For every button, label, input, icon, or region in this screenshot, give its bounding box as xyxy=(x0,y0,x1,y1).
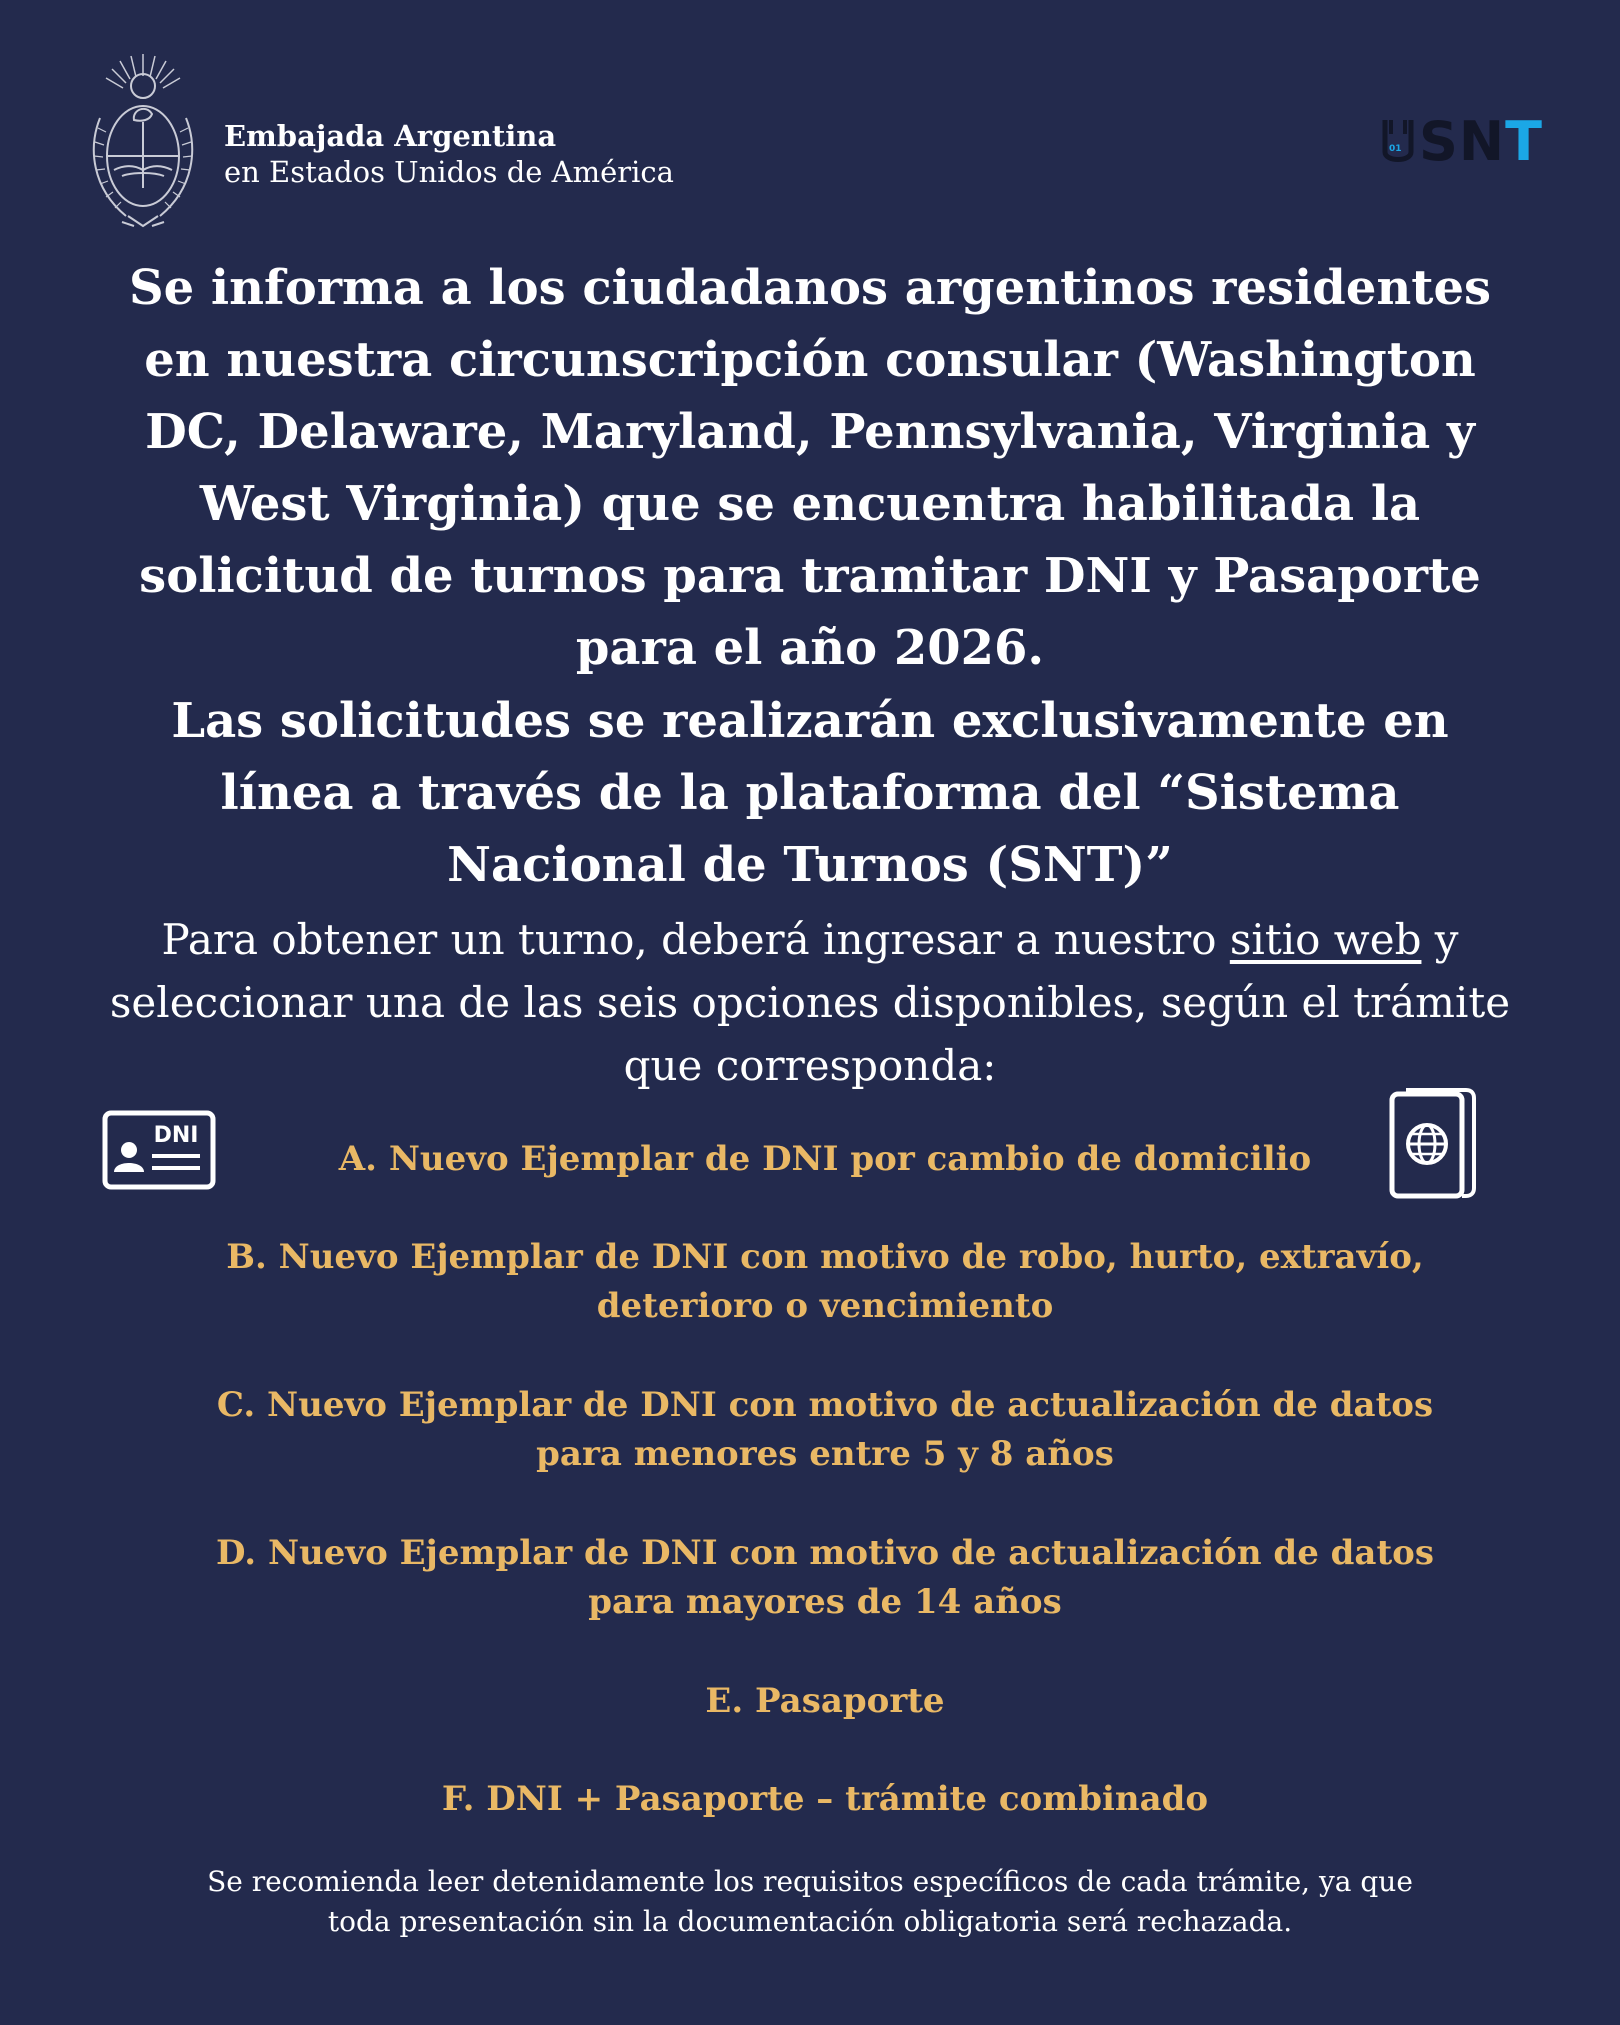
intro-text-after: y seleccionar una de las seis opciones disponibles, según el trámite que corresponda: xyxy=(109,915,1511,1090)
option-e: E. Pasaporte xyxy=(705,1681,945,1721)
id-card-label: DNI xyxy=(153,1123,199,1148)
option-b: B. Nuevo Ejemplar de DNI con motivo de robo, hurto, extravío, deterioro o vencimiento xyxy=(226,1237,1424,1326)
snt-logo-text xyxy=(1419,110,1543,173)
header xyxy=(86,48,1546,238)
requirements-footnote: Se recomienda leer detenidamente los requisitos específicos de cada trámite, ya que toda presentación sin la documentación obligatoria será rechazada. xyxy=(207,1865,1413,1938)
snt-logo xyxy=(1381,110,1543,174)
coat-of-arms-icon xyxy=(86,48,201,234)
website-link[interactable]: sitio web xyxy=(1229,915,1422,964)
announcement-headline: Se informa a los ciudadanos argentinos residentes en nuestra circunscripción consular (Washington DC, Delaware, Maryland, Pennsylvania, Virginia y West Virginia) que se encuentra habilitada la solicitud de turnos para tramitar DNI y Pasaporte para el año 2026. xyxy=(129,260,1491,676)
option-a: A. Nuevo Ejemplar de DNI por cambio de domicilio xyxy=(338,1139,1312,1179)
online-requests-headline: Las solicitudes se realizarán exclusivamente en línea a través de la plataforma del “Sistema Nacional de Turnos (SNT)” xyxy=(171,693,1449,893)
snt-logo-t: T xyxy=(1505,110,1543,173)
snt-logo-number: 01 xyxy=(1389,144,1402,154)
option-d: D. Nuevo Ejemplar de DNI con motivo de actualización de datos para mayores de 14 años xyxy=(216,1533,1434,1622)
id-card-icon xyxy=(102,1110,216,1190)
option-c: C. Nuevo Ejemplar de DNI con motivo de actualización de datos para menores entre 5 y 8 años xyxy=(216,1385,1434,1474)
snt-logo-sn: SN xyxy=(1419,110,1506,173)
option-f: F. DNI + Pasaporte – trámite combinado xyxy=(441,1779,1209,1819)
location-pin-icon xyxy=(1381,118,1415,168)
intro-paragraph xyxy=(80,908,1540,1097)
embassy-name-line1: Embajada Argentina xyxy=(224,119,557,153)
intro-text-before: Para obtener un turno, deberá ingresar a nuestro xyxy=(161,915,1230,964)
embassy-name xyxy=(224,118,674,190)
embassy-name-line2: en Estados Unidos de América xyxy=(224,155,674,189)
